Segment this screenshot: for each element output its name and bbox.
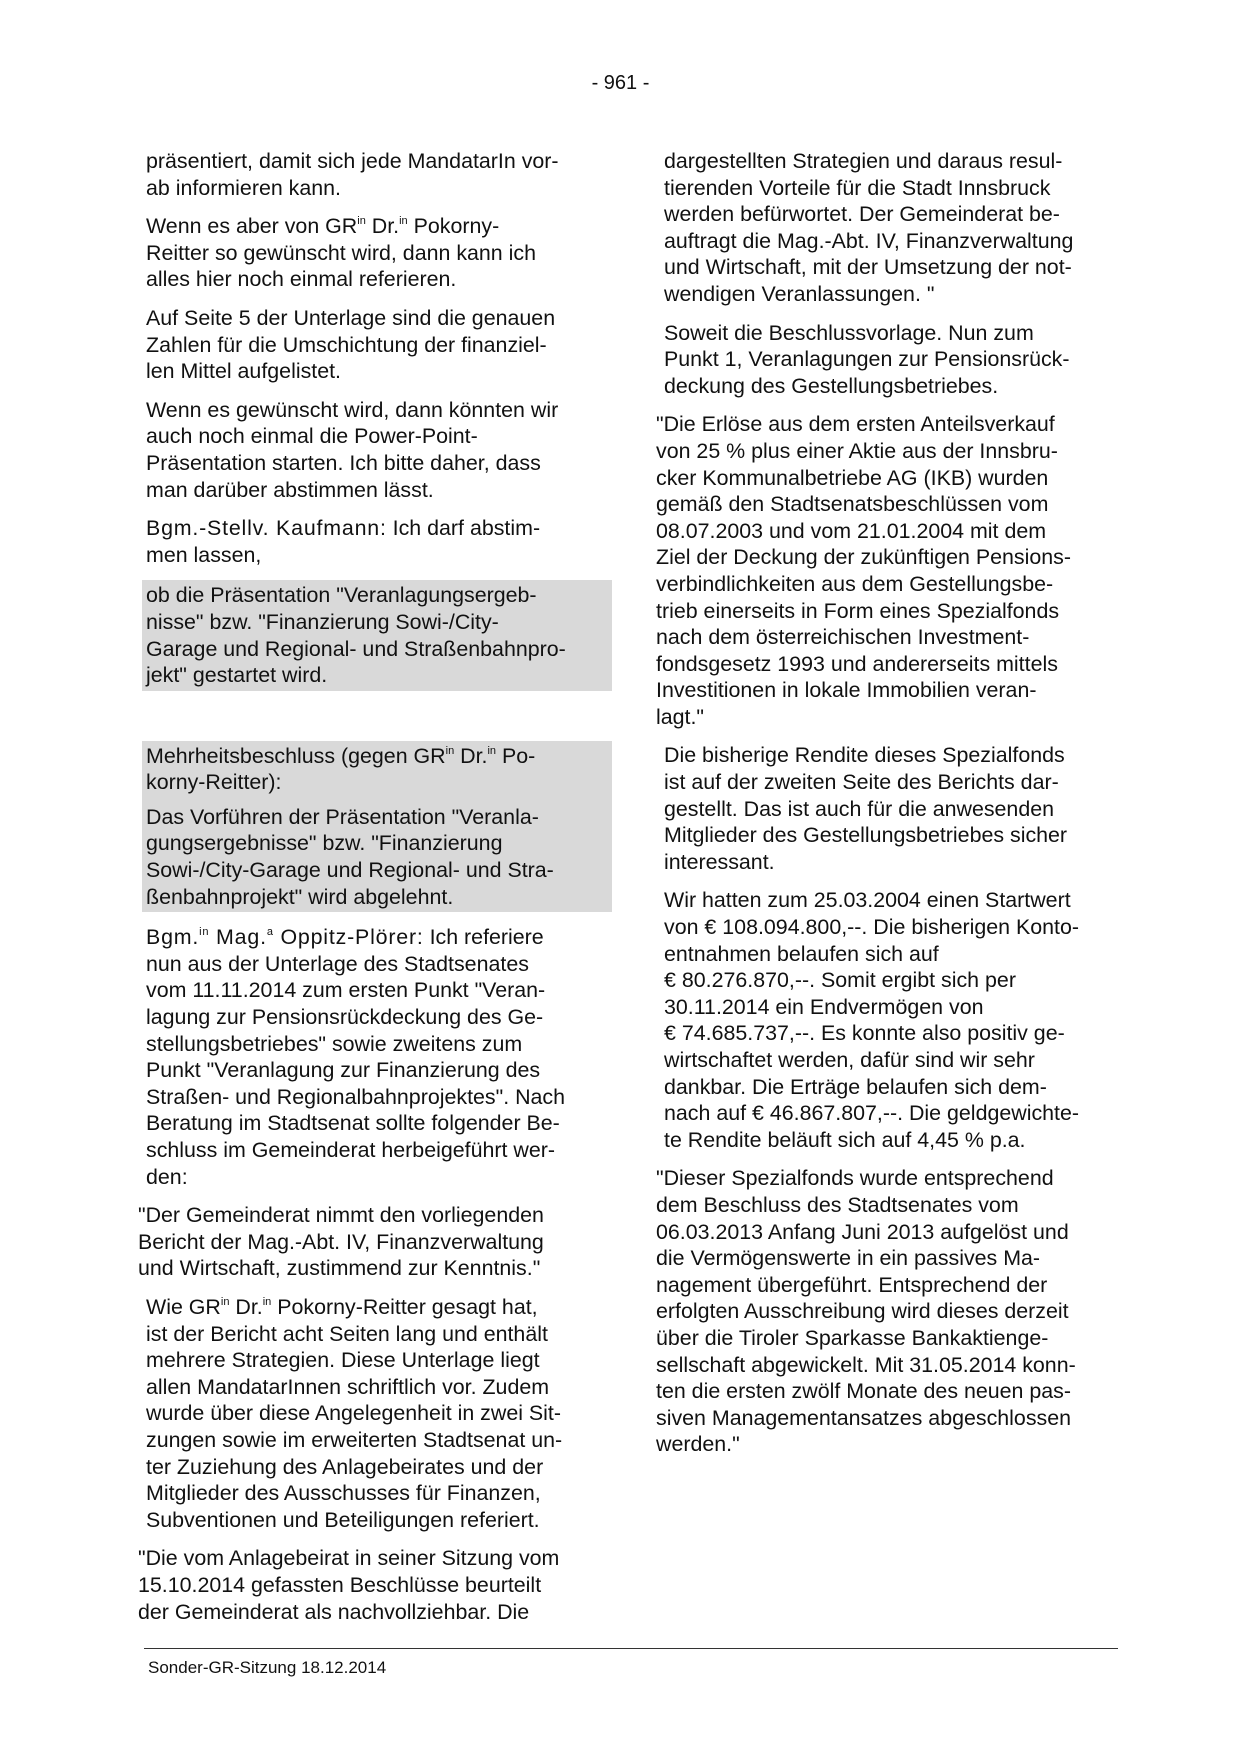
text-line: gemäß den Stadtsenatsbeschlüssen vom xyxy=(656,492,1049,517)
text-line: Die bisherige Rendite dieses Spezialfonds xyxy=(664,743,1065,768)
quote-paragraph xyxy=(656,411,1134,730)
paragraph xyxy=(664,742,1134,875)
text-line: ist auf der zweiten Seite des Berichts dar- xyxy=(664,770,1059,795)
text-line: men lassen, xyxy=(146,542,262,567)
text-line: len Mittel aufgelistet. xyxy=(146,359,341,384)
text-line: € 74.685.737,--. Es konnte also positiv ge- xyxy=(664,1021,1065,1046)
text-line: von € 108.094.800,--. Die bisherigen Konto- xyxy=(664,915,1080,940)
text-line: Mitglieder des Gestellungsbetriebes sicher xyxy=(664,823,1068,848)
text-line: ten die ersten zwölf Monate des neuen pas- xyxy=(656,1379,1071,1404)
text-line: Auf Seite 5 der Unterlage sind die genauen xyxy=(146,305,556,330)
text-line: "Die Erlöse aus dem ersten Anteilsverkauf xyxy=(656,412,1055,437)
text-line: Bericht der Mag.-Abt. IV, Finanzverwaltung xyxy=(138,1229,544,1254)
text-fragment: Dr. xyxy=(229,1294,263,1319)
text-line xyxy=(146,1294,604,1321)
text-line: cker Kommunalbetriebe AG (IKB) wurden xyxy=(656,465,1049,490)
text-line xyxy=(146,515,604,542)
resolution-box xyxy=(142,741,612,913)
text-fragment: Ich referiere xyxy=(423,925,544,950)
text-line: präsentiert, damit sich jede MandatarIn vor- xyxy=(146,149,559,173)
text-line: nach auf € 46.867.807,--. Die geldgewichte- xyxy=(664,1101,1080,1126)
text-fragment: Mehrheitsbeschluss (gegen GR xyxy=(146,743,446,768)
text-line: schluss im Gemeinderat herbeigeführt wer- xyxy=(146,1138,555,1162)
text-line: lagung zur Pensionsrückdeckung des Ge- xyxy=(146,1005,544,1030)
superscript: in xyxy=(199,926,210,939)
quote-paragraph xyxy=(138,1545,604,1625)
text-line: dargestellten Strategien und daraus resul- xyxy=(664,149,1063,173)
text-line: nagement übergeführt. Entsprechend der xyxy=(656,1272,1048,1297)
text-line: und Wirtschaft, zustimmend zur Kenntnis." xyxy=(138,1256,541,1281)
text-line: lagt." xyxy=(656,704,705,729)
text-line: Beratung im Stadtsenat sollte folgender Be- xyxy=(146,1111,560,1136)
text-line: ist der Bericht acht Seiten lang und enthält xyxy=(146,1321,548,1346)
text-line: mehrere Strategien. Diese Unterlage liegt xyxy=(146,1348,540,1373)
text-line: "Der Gemeinderat nimmt den vorliegenden xyxy=(138,1203,544,1228)
text-line: Präsentation starten. Ich bitte daher, dass xyxy=(146,450,541,475)
text-line: nun aus der Unterlage des Stadtsenates xyxy=(146,951,529,976)
superscript: a xyxy=(266,926,274,939)
paragraph xyxy=(146,743,608,796)
text-line: ter Zuziehung des Anlagebeirates und der xyxy=(146,1454,544,1479)
text-line: von 25 % plus einer Aktie aus der Innsbru- xyxy=(656,438,1058,463)
text-line: wurde über diese Angelegenheit in zwei Sit- xyxy=(146,1401,561,1426)
text-line: über die Tiroler Sparkasse Bankaktienge- xyxy=(656,1325,1049,1350)
text-line: wirtschaftet werden, dafür sind wir sehr xyxy=(664,1048,1035,1072)
text-line: und Wirtschaft, mit der Umsetzung der not- xyxy=(664,255,1072,280)
text-line: Subventionen und Beteiligungen referiert. xyxy=(146,1507,540,1532)
text-line: Zahlen für die Umschichtung der finanziel- xyxy=(146,332,547,357)
text-line: ßenbahnprojekt" wird abgelehnt. xyxy=(146,884,454,909)
text-line: den: xyxy=(146,1164,188,1189)
text-line: siven Managementansatzes abgeschlossen xyxy=(656,1405,1071,1430)
quote-paragraph xyxy=(656,1165,1134,1458)
text-line: Wir hatten zum 25.03.2004 einen Startwert xyxy=(664,888,1071,913)
text-line: erfolgten Ausschreibung wird dieses derzeit xyxy=(656,1299,1069,1324)
text-line: dem Beschluss des Stadtsenates vom xyxy=(656,1192,1019,1217)
paragraph xyxy=(146,213,604,293)
text-line xyxy=(146,743,608,770)
text-fragment: Pokorny-Reitter gesagt hat, xyxy=(271,1294,538,1319)
text-line: stellungsbetriebes" sowie zweitens zum xyxy=(146,1031,523,1056)
text-line: Sowi-/City-Garage und Regional- und Stra- xyxy=(146,858,554,883)
left-column xyxy=(138,148,604,1637)
text-line: ob die Präsentation "Veranlagungsergeb- xyxy=(146,583,537,608)
text-line: wendigen Veranlassungen. " xyxy=(664,281,935,306)
text-line: te Rendite beläuft sich auf 4,45 % p.a. xyxy=(664,1127,1026,1152)
text-line: alles hier noch einmal referieren. xyxy=(146,267,457,292)
text-fragment: Mag. xyxy=(209,925,267,950)
text-line: 06.03.2013 Anfang Juni 2013 aufgelöst und xyxy=(656,1219,1069,1244)
text-line: interessant. xyxy=(664,849,775,874)
text-fragment: Dr. xyxy=(365,214,400,239)
text-line: Reitter so gewünscht wird, dann kann ich xyxy=(146,240,536,265)
text-line: 08.07.2003 und vom 21.01.2004 mit dem xyxy=(656,518,1047,543)
text-line: Mitglieder des Ausschusses für Finanzen, xyxy=(146,1481,541,1506)
text-fragment: Dr. xyxy=(454,743,488,768)
text-line: Soweit die Beschlussvorlage. Nun zum xyxy=(664,320,1034,345)
text-fragment: Ich darf abstim- xyxy=(386,516,541,541)
speaker-name: Bgm.-Stellv. Kaufmann: xyxy=(146,516,387,541)
superscript: in xyxy=(445,744,455,757)
paragraph xyxy=(664,320,1134,400)
footer-divider xyxy=(144,1648,1118,1649)
superscript: in xyxy=(357,215,366,228)
text-line: vom 11.11.2014 zum ersten Punkt "Veran- xyxy=(146,978,546,1003)
text-line: entnahmen belaufen sich auf xyxy=(664,941,939,966)
text-line: nisse" bzw. "Finanzierung Sowi-/City- xyxy=(146,609,499,634)
text-line: Punkt 1, Veranlagungen zur Pensionsrück- xyxy=(664,347,1070,372)
text-line: verbindlichkeiten aus dem Gestellungsbe- xyxy=(656,571,1054,596)
paragraph xyxy=(146,148,604,201)
text-line: Straßen- und Regionalbahnprojektes". Nach xyxy=(146,1084,566,1109)
text-fragment: Oppitz-Plörer: xyxy=(273,925,424,950)
paragraph xyxy=(146,305,604,385)
text-line: man darüber abstimmen lässt. xyxy=(146,477,434,502)
text-line: zungen sowie im erweiterten Stadtsenat un- xyxy=(146,1427,563,1452)
text-line: Garage und Regional- und Straßenbahnpro- xyxy=(146,636,566,661)
text-line: Wenn es gewünscht wird, dann könnten wir xyxy=(146,397,559,422)
paragraph xyxy=(146,924,604,1190)
text-fragment: Wie GR xyxy=(146,1294,221,1319)
quote-paragraph xyxy=(138,1202,604,1282)
text-line: werden." xyxy=(656,1432,740,1457)
paragraph xyxy=(146,515,604,568)
text-fragment: Pokorny- xyxy=(407,214,500,239)
text-line: 15.10.2014 gefassten Beschlüsse beurteilt xyxy=(138,1572,542,1597)
page-number: - 961 - xyxy=(591,72,650,94)
text-line: ab informieren kann. xyxy=(146,175,342,200)
text-line: trieb einerseits in Form eines Spezialfonds xyxy=(656,598,1060,623)
text-line: Investitionen in lokale Immobilien veran- xyxy=(656,678,1037,703)
footer-text: Sonder-GR-Sitzung 18.12.2014 xyxy=(148,1658,387,1677)
spacer xyxy=(146,703,604,741)
text-line xyxy=(146,213,604,240)
text-line: Punkt "Veranlagung zur Finanzierung des xyxy=(146,1058,541,1083)
text-line: gungsergebnisse" bzw. "Finanzierung xyxy=(146,831,503,856)
text-line xyxy=(146,924,604,951)
text-line: fondsgesetz 1993 und andererseits mittels xyxy=(656,651,1058,676)
text-line: "Die vom Anlagebeirat in seiner Sitzung vom xyxy=(138,1546,560,1571)
right-column xyxy=(656,148,1134,1470)
text-line: jekt" gestartet wird. xyxy=(146,663,328,688)
text-line: sellschaft abgewickelt. Mit 31.05.2014 konn- xyxy=(656,1352,1076,1377)
text-line: werden befürwortet. Der Gemeinderat be- xyxy=(664,202,1060,227)
text-line: gestellt. Das ist auch für die anwesenden xyxy=(664,796,1055,821)
paragraph xyxy=(664,887,1134,1153)
superscript: in xyxy=(399,215,408,228)
motion-box xyxy=(142,580,612,690)
superscript: in xyxy=(262,1295,272,1308)
superscript: in xyxy=(220,1295,230,1308)
text-line: korny-Reitter): xyxy=(146,770,282,795)
text-line: 30.11.2014 ein Endvermögen von xyxy=(664,994,984,1019)
paragraph xyxy=(146,397,604,503)
text-fragment: Wenn es aber von GR xyxy=(146,214,358,239)
paragraph xyxy=(146,804,608,910)
paragraph xyxy=(664,148,1134,308)
text-line: deckung des Gestellungsbetriebes. xyxy=(664,373,999,398)
text-line: die Vermögenswerte in ein passives Ma- xyxy=(656,1246,1041,1271)
text-line: auch noch einmal die Power-Point- xyxy=(146,424,478,449)
text-line: der Gemeinderat als nachvollziehbar. Die xyxy=(138,1599,530,1624)
text-line: Ziel der Deckung der zukünftigen Pensions- xyxy=(656,545,1071,570)
text-fragment: Po- xyxy=(496,743,536,768)
paragraph xyxy=(146,1294,604,1533)
text-line: auftragt die Mag.-Abt. IV, Finanzverwaltung xyxy=(664,228,1074,253)
text-line: dankbar. Die Erträge belaufen sich dem- xyxy=(664,1074,1047,1099)
text-line: tierenden Vorteile für die Stadt Innsbruck xyxy=(664,175,1051,200)
text-fragment: Bgm. xyxy=(146,925,200,950)
text-line: nach dem österreichischen Investment- xyxy=(656,625,1030,650)
text-line: "Dieser Spezialfonds wurde entsprechend xyxy=(656,1166,1054,1191)
superscript: in xyxy=(487,744,497,757)
text-line: Das Vorführen der Präsentation "Veranla- xyxy=(146,804,539,829)
text-line: allen MandatarInnen schriftlich vor. Zudem xyxy=(146,1374,550,1399)
speaker-name xyxy=(146,925,424,949)
text-line: € 80.276.870,--. Somit ergibt sich per xyxy=(664,968,1016,993)
